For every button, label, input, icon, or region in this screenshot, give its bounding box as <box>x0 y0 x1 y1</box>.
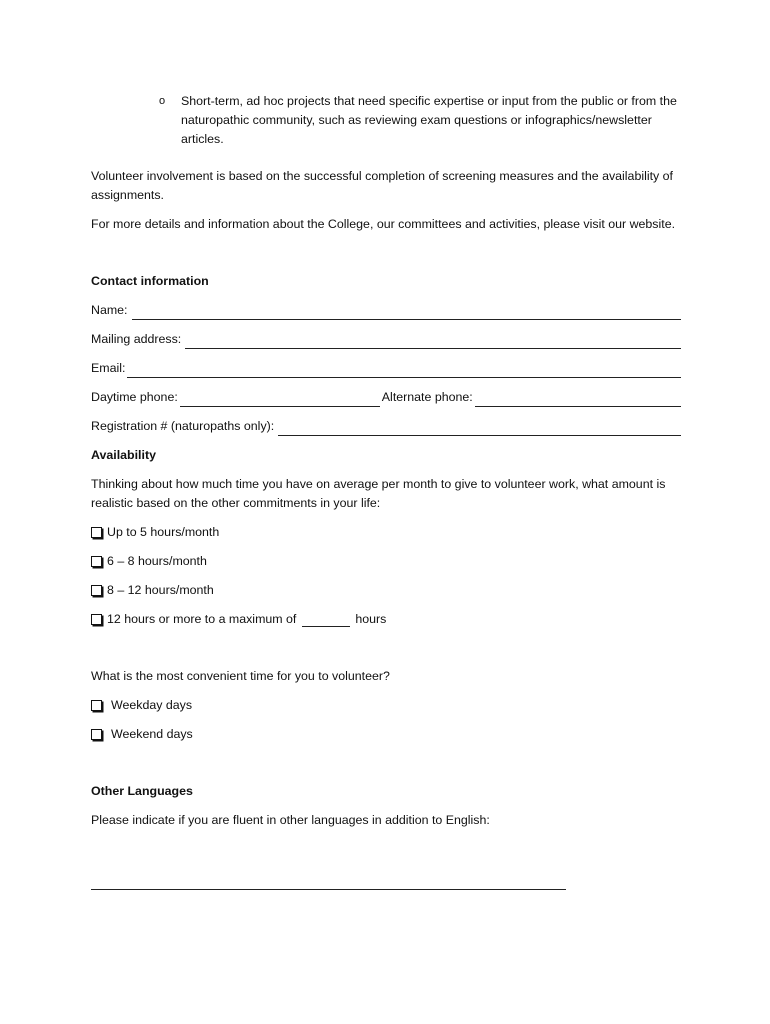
languages-heading: Other Languages <box>91 784 193 798</box>
checkbox-icon[interactable] <box>91 614 102 625</box>
mailing-address-field <box>91 330 681 349</box>
time-option <box>91 696 681 715</box>
contact-heading: Contact information <box>91 274 209 288</box>
max-hours-input-line[interactable] <box>302 613 350 627</box>
hours-option-label: 6 – 8 hours/month <box>107 554 207 568</box>
registration-input-line[interactable] <box>278 422 681 436</box>
phone-field <box>91 388 681 407</box>
checkbox-icon[interactable] <box>91 585 102 596</box>
time-option <box>91 725 681 744</box>
name-field <box>91 301 681 320</box>
daytime-phone-label: Daytime phone: <box>91 390 178 404</box>
form-page <box>91 92 681 890</box>
hours-option-max <box>91 610 681 629</box>
checkbox-icon[interactable] <box>91 700 102 711</box>
mailing-address-input-line[interactable] <box>185 335 681 349</box>
availability-question: Thinking about how much time you have on average per month to give to volunteer work, what amount is realistic based on the other commitments in your life: <box>91 477 666 510</box>
hours-option <box>91 581 681 600</box>
email-field <box>91 359 681 378</box>
hours-option <box>91 523 681 542</box>
registration-label: Registration # (naturopaths only): <box>91 419 275 433</box>
name-input-line[interactable] <box>132 306 682 320</box>
hours-option <box>91 552 681 571</box>
checkbox-icon[interactable] <box>91 527 102 538</box>
email-label: Email: <box>91 361 126 375</box>
mailing-address-label: Mailing address: <box>91 332 182 346</box>
max-hours-suffix: hours <box>355 612 387 626</box>
name-label: Name: <box>91 303 128 317</box>
alternate-phone-input-line[interactable] <box>475 393 681 407</box>
time-option-label: Weekday days <box>111 698 193 712</box>
registration-field <box>91 417 681 436</box>
involvement-paragraph: Volunteer involvement is based on the successful completion of screening measures and the availability of assignments. <box>91 169 674 202</box>
bullet-mark: o <box>159 95 166 107</box>
daytime-phone-input-line[interactable] <box>180 393 380 407</box>
hours-option-label: 8 – 12 hours/month <box>107 583 214 597</box>
availability-heading: Availability <box>91 448 156 462</box>
time-option-label: Weekend days <box>111 727 193 741</box>
hours-option-label: 12 hours or more to a maximum of <box>107 612 297 626</box>
checkbox-icon[interactable] <box>91 729 102 740</box>
time-question: What is the most convenient time for you to volunteer? <box>91 669 390 683</box>
details-paragraph: For more details and information about the College, our committees and activities, please visit our website. <box>91 217 676 231</box>
hours-option-label: Up to 5 hours/month <box>107 525 220 539</box>
languages-input-line[interactable] <box>91 888 566 890</box>
email-input-line[interactable] <box>127 364 681 378</box>
bullet-text: Short-term, ad hoc projects that need specific expertise or input from the public or from the naturopathic community, such as reviewing exam questions or infographics/newsletter articles. <box>181 94 677 146</box>
alternate-phone-label: Alternate phone: <box>381 390 473 404</box>
bullet-item <box>91 92 681 149</box>
languages-prompt: Please indicate if you are fluent in other languages in addition to English: <box>91 813 490 827</box>
checkbox-icon[interactable] <box>91 556 102 567</box>
